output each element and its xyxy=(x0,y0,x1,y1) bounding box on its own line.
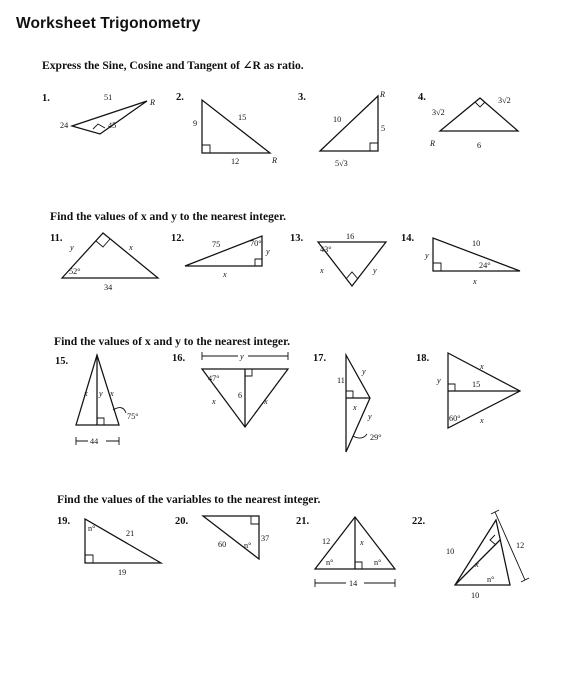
svg-text:x: x xyxy=(84,389,88,398)
svg-text:n°: n° xyxy=(244,541,252,550)
svg-text:12: 12 xyxy=(516,541,525,550)
svg-text:y: y xyxy=(70,243,74,252)
svg-text:5: 5 xyxy=(381,124,386,133)
svg-text:16.: 16. xyxy=(172,353,186,364)
svg-text:14.: 14. xyxy=(401,233,415,244)
section-heading-ratios: Express the Sine, Cosine and Tangent of ∠R as ratio. xyxy=(42,59,304,72)
svg-text:n°: n° xyxy=(374,558,382,567)
svg-text:x: x xyxy=(353,403,357,412)
svg-text:x: x xyxy=(473,277,477,286)
problem-22 xyxy=(412,510,529,600)
svg-text:n°: n° xyxy=(326,558,334,567)
svg-text:3.: 3. xyxy=(298,92,306,103)
svg-text:3√2: 3√2 xyxy=(432,108,445,117)
svg-text:24°: 24° xyxy=(479,261,491,270)
svg-text:6: 6 xyxy=(477,141,482,150)
svg-text:11: 11 xyxy=(337,376,345,385)
svg-text:y: y xyxy=(240,352,244,361)
svg-text:12: 12 xyxy=(231,157,240,166)
svg-text:R: R xyxy=(430,139,436,148)
svg-text:52°: 52° xyxy=(69,267,81,276)
svg-text:14: 14 xyxy=(349,579,358,588)
svg-text:60°: 60° xyxy=(449,414,461,423)
svg-text:15: 15 xyxy=(238,113,247,122)
svg-text:x: x xyxy=(212,397,216,406)
svg-text:x: x xyxy=(223,270,227,279)
svg-text:y: y xyxy=(425,251,429,260)
svg-text:17.: 17. xyxy=(313,353,327,364)
svg-text:x: x xyxy=(475,560,479,569)
svg-text:34: 34 xyxy=(104,283,113,292)
svg-text:29°: 29° xyxy=(370,433,382,442)
svg-text:y: y xyxy=(373,266,377,275)
problem-20 xyxy=(175,516,269,559)
svg-text:15.: 15. xyxy=(55,356,69,367)
svg-text:x: x xyxy=(264,397,268,406)
problem-2 xyxy=(176,92,277,166)
svg-text:75: 75 xyxy=(212,240,221,249)
problem-1 xyxy=(42,93,155,134)
svg-text:y: y xyxy=(437,376,441,385)
svg-text:44: 44 xyxy=(90,437,99,446)
svg-text:y: y xyxy=(362,367,366,376)
svg-text:21: 21 xyxy=(126,529,135,538)
svg-text:x: x xyxy=(110,389,114,398)
svg-text:24: 24 xyxy=(60,121,69,130)
problem-17 xyxy=(313,353,381,452)
svg-text:4.: 4. xyxy=(418,92,426,103)
svg-text:n°: n° xyxy=(487,575,495,584)
problem-18 xyxy=(416,353,520,428)
svg-text:R: R xyxy=(380,90,386,99)
svg-text:60: 60 xyxy=(218,540,227,549)
svg-text:6: 6 xyxy=(238,391,243,400)
problem-12 xyxy=(171,233,270,279)
svg-text:x: x xyxy=(320,266,324,275)
svg-text:75°: 75° xyxy=(127,412,139,421)
problem-16 xyxy=(172,351,288,427)
svg-text:10: 10 xyxy=(472,239,481,248)
problem-19 xyxy=(57,516,161,577)
svg-text:19: 19 xyxy=(118,568,127,577)
svg-text:12: 12 xyxy=(322,537,331,546)
problem-15 xyxy=(55,355,138,446)
svg-text:x: x xyxy=(480,362,484,371)
svg-text:R: R xyxy=(150,98,156,107)
svg-text:y: y xyxy=(368,412,372,421)
problem-11 xyxy=(50,233,158,292)
problem-13 xyxy=(290,232,386,286)
svg-text:10: 10 xyxy=(446,547,455,556)
svg-text:11.: 11. xyxy=(50,233,63,244)
svg-text:45: 45 xyxy=(108,121,117,130)
svg-text:18.: 18. xyxy=(416,353,430,364)
svg-text:x: x xyxy=(480,416,484,425)
svg-text:21.: 21. xyxy=(296,516,310,527)
problem-3 xyxy=(298,90,385,168)
svg-text:9: 9 xyxy=(193,119,198,128)
problem-4 xyxy=(418,92,518,150)
svg-text:51: 51 xyxy=(104,93,113,102)
svg-text:y: y xyxy=(266,247,270,256)
svg-text:R: R xyxy=(272,156,278,165)
problem-14 xyxy=(401,233,520,286)
section-heading-xy-2: Find the values of x and y to the nearest integer. xyxy=(54,335,291,348)
svg-text:3√2: 3√2 xyxy=(498,96,511,105)
svg-text:47°: 47° xyxy=(208,374,220,383)
section-heading-xy-1: Find the values of x and y to the nearest integer. xyxy=(50,210,287,223)
svg-text:43°: 43° xyxy=(320,245,332,254)
section-heading-variables: Find the values of the variables to the nearest integer. xyxy=(57,493,321,506)
svg-text:10: 10 xyxy=(471,591,480,600)
worksheet-title: Worksheet Trigonometry xyxy=(16,15,201,32)
svg-text:x: x xyxy=(360,538,364,547)
svg-text:10: 10 xyxy=(333,115,342,124)
svg-text:20.: 20. xyxy=(175,516,189,527)
svg-text:y: y xyxy=(99,389,103,398)
svg-text:x: x xyxy=(129,243,133,252)
svg-text:19.: 19. xyxy=(57,516,71,527)
svg-text:70°: 70° xyxy=(250,239,262,248)
svg-text:15: 15 xyxy=(472,380,481,389)
svg-text:1.: 1. xyxy=(42,93,50,104)
svg-text:37: 37 xyxy=(261,534,270,543)
svg-text:16: 16 xyxy=(346,232,355,241)
svg-text:n°: n° xyxy=(88,524,96,533)
svg-text:2.: 2. xyxy=(176,92,184,103)
problem-21 xyxy=(296,516,395,588)
svg-text:22.: 22. xyxy=(412,516,426,527)
svg-text:13.: 13. xyxy=(290,233,304,244)
svg-text:12.: 12. xyxy=(171,233,185,244)
svg-text:5√3: 5√3 xyxy=(335,159,348,168)
